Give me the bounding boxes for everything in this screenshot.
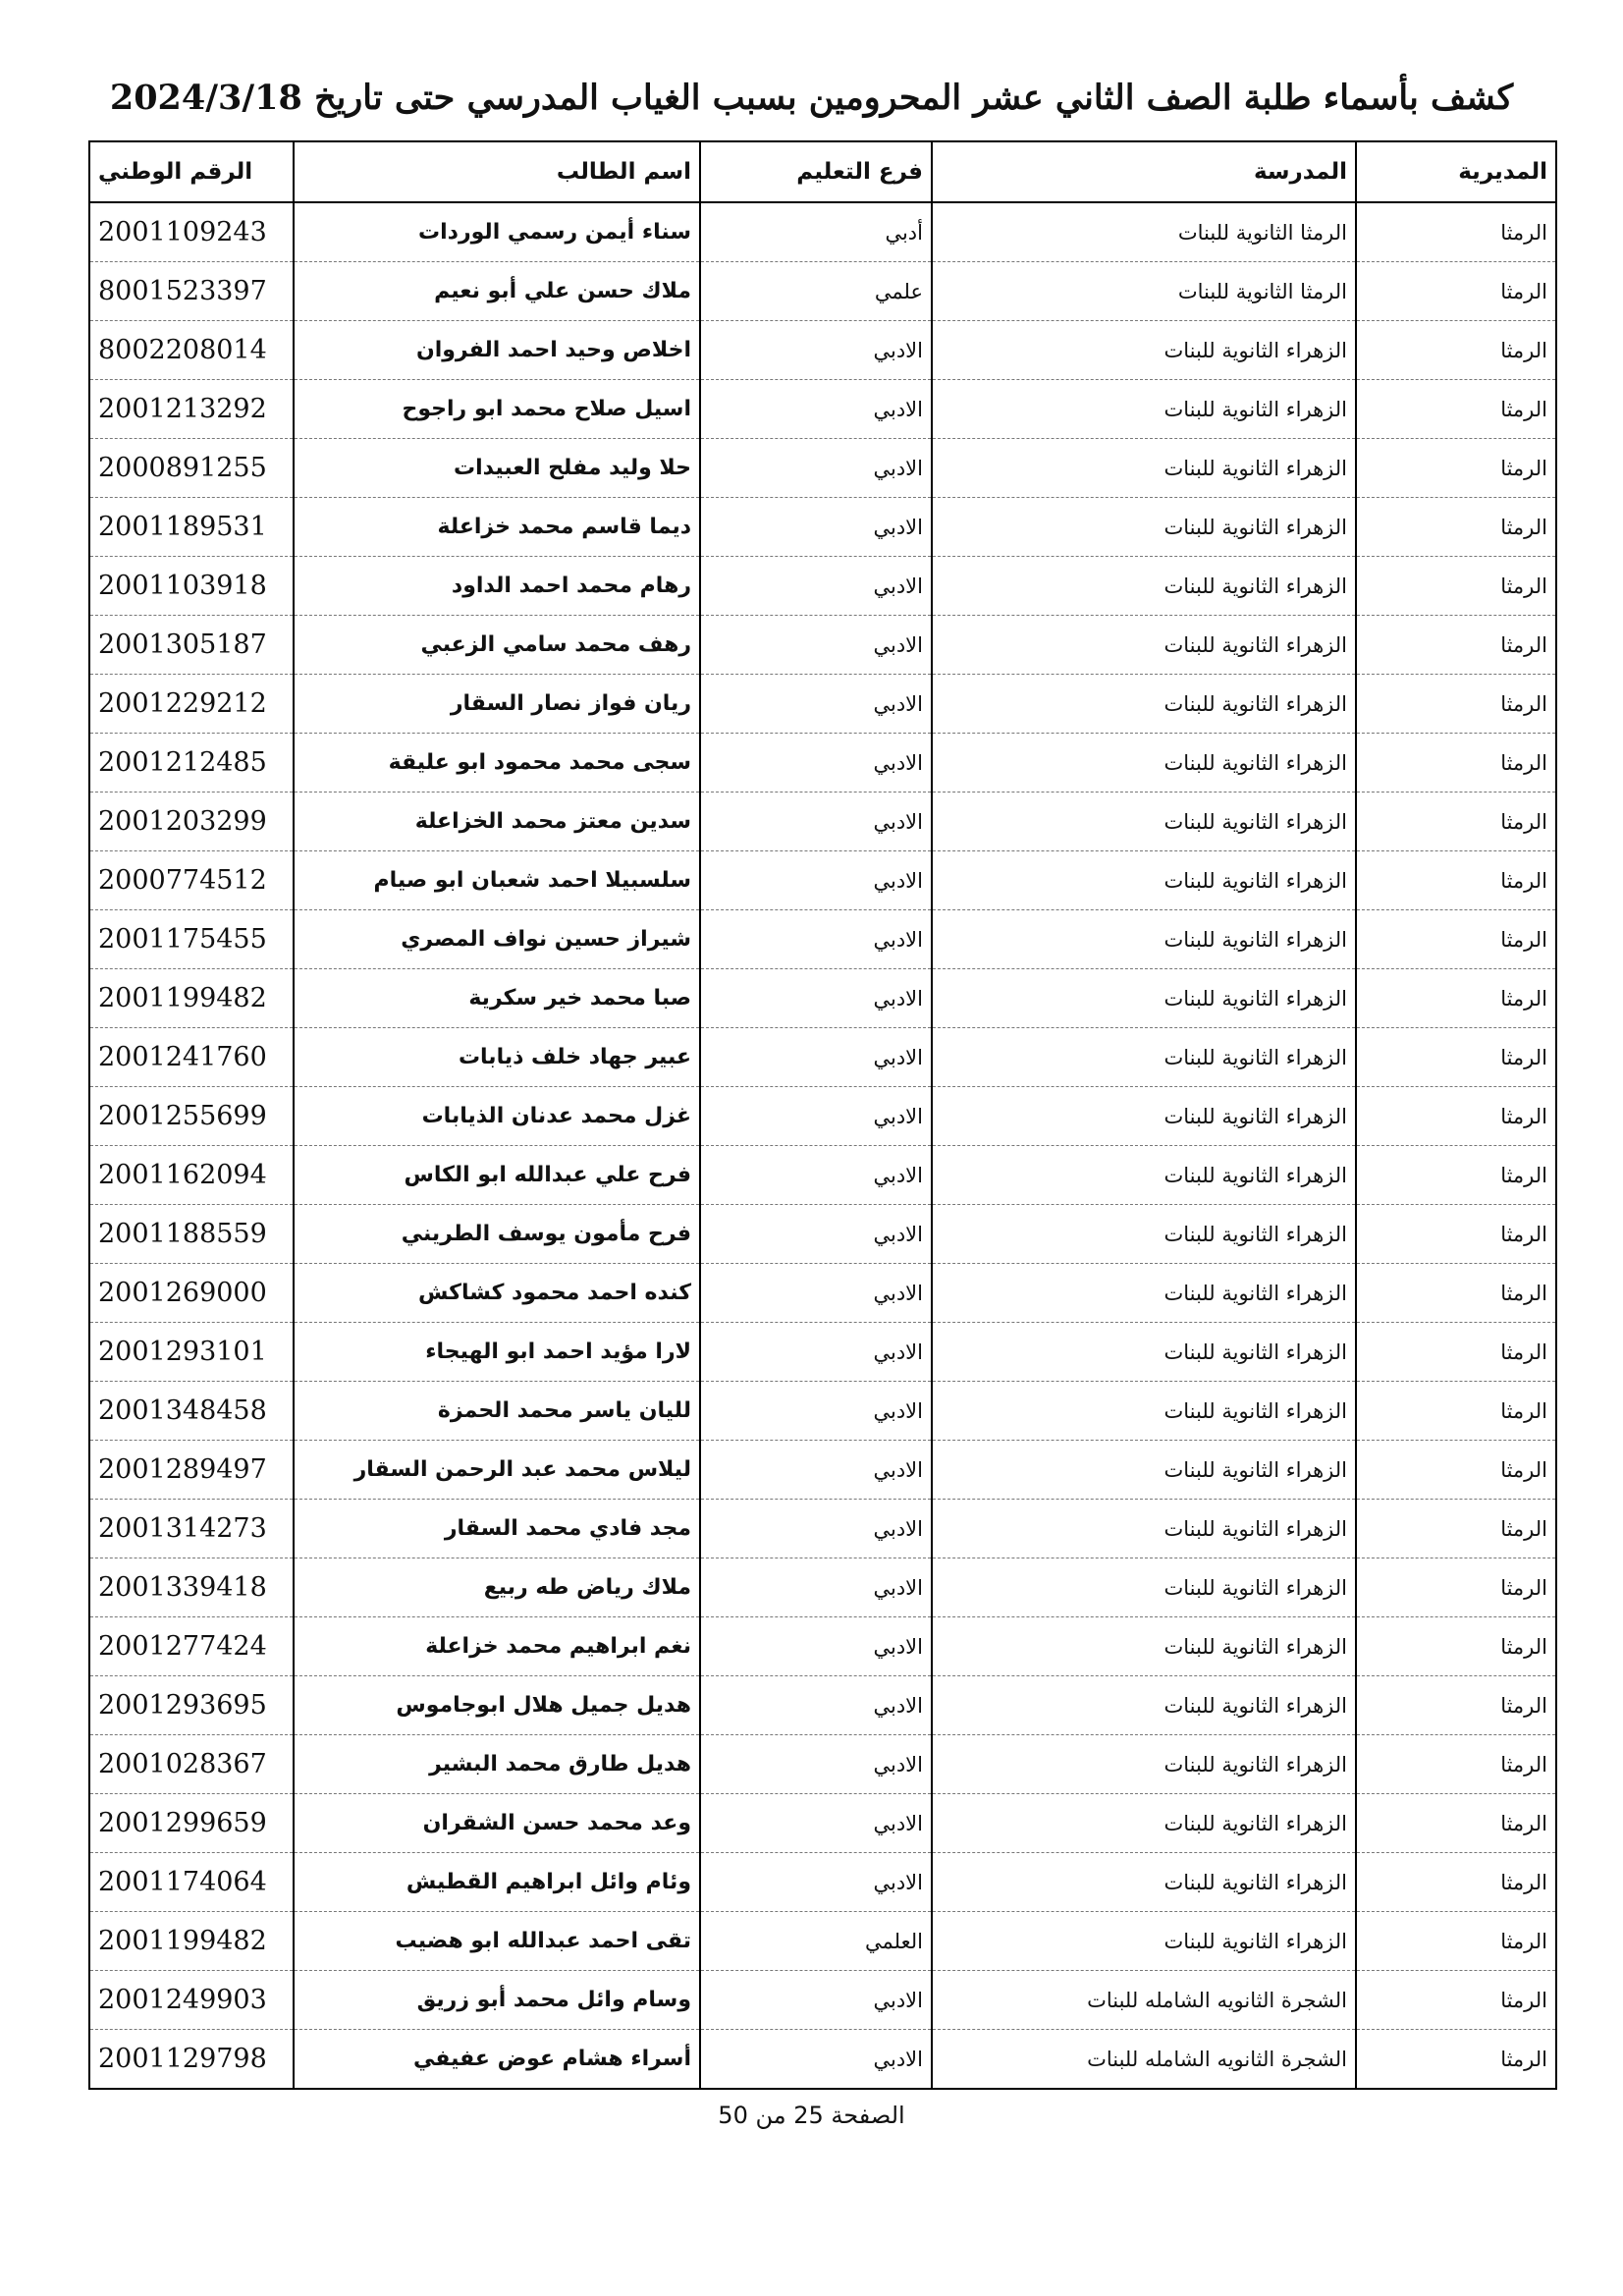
cell-student-name: لليان ياسر محمد الحمزة bbox=[294, 1382, 700, 1441]
cell-school: الزهراء الثانوية للبنات bbox=[932, 675, 1356, 734]
cell-branch: الادبي bbox=[700, 1735, 932, 1794]
cell-national-id: 2001188559 bbox=[89, 1205, 294, 1264]
cell-student-name: غزل محمد عدنان الذيابات bbox=[294, 1087, 700, 1146]
header-branch: فرع التعليم bbox=[700, 141, 932, 202]
cell-student-name: سدين معتز محمد الخزاعلة bbox=[294, 793, 700, 851]
cell-national-id: 2001299659 bbox=[89, 1794, 294, 1853]
table-row bbox=[89, 1028, 1556, 1087]
cell-national-id: 2001305187 bbox=[89, 616, 294, 675]
cell-national-id: 2001103918 bbox=[89, 557, 294, 616]
cell-directorate: الرمثا bbox=[1356, 262, 1556, 321]
table-row bbox=[89, 1912, 1556, 1971]
document-title: كشف بأسماء طلبة الصف الثاني عشر المحرومين بسبب الغياب المدرسي حتى تاريخ 2024/3/18 bbox=[109, 78, 1514, 118]
cell-national-id: 8002208014 bbox=[89, 321, 294, 380]
cell-student-name: صبا محمد خير سكرية bbox=[294, 969, 700, 1028]
cell-branch: الادبي bbox=[700, 1205, 932, 1264]
table-row bbox=[89, 1323, 1556, 1382]
cell-national-id: 2001189531 bbox=[89, 498, 294, 557]
cell-national-id: 2001199482 bbox=[89, 969, 294, 1028]
table-row bbox=[89, 734, 1556, 793]
cell-school: الزهراء الثانوية للبنات bbox=[932, 1735, 1356, 1794]
table-row bbox=[89, 1617, 1556, 1676]
cell-student-name: فرح مأمون يوسف الطريني bbox=[294, 1205, 700, 1264]
cell-school: الشجرة الثانويه الشامله للبنات bbox=[932, 1971, 1356, 2030]
cell-directorate: الرمثا bbox=[1356, 1971, 1556, 2030]
cell-school: الزهراء الثانوية للبنات bbox=[932, 557, 1356, 616]
cell-directorate: الرمثا bbox=[1356, 1500, 1556, 1558]
cell-directorate: الرمثا bbox=[1356, 1853, 1556, 1912]
cell-directorate: الرمثا bbox=[1356, 675, 1556, 734]
cell-student-name: ملاك رياض طه ربيع bbox=[294, 1558, 700, 1617]
cell-branch: الادبي bbox=[700, 557, 932, 616]
cell-school: الزهراء الثانوية للبنات bbox=[932, 439, 1356, 498]
cell-student-name: مجد فادي محمد السقار bbox=[294, 1500, 700, 1558]
cell-directorate: الرمثا bbox=[1356, 734, 1556, 793]
cell-national-id: 2001109243 bbox=[89, 202, 294, 262]
cell-school: الزهراء الثانوية للبنات bbox=[932, 1676, 1356, 1735]
header-national-id: الرقم الوطني bbox=[89, 141, 294, 202]
cell-national-id: 2001241760 bbox=[89, 1028, 294, 1087]
cell-national-id: 2001174064 bbox=[89, 1853, 294, 1912]
table-row bbox=[89, 1205, 1556, 1264]
table-row bbox=[89, 1558, 1556, 1617]
cell-student-name: وعد محمد حسن الشقران bbox=[294, 1794, 700, 1853]
cell-national-id: 2001293101 bbox=[89, 1323, 294, 1382]
cell-directorate: الرمثا bbox=[1356, 2030, 1556, 2090]
cell-student-name: ديما قاسم محمد خزاعلة bbox=[294, 498, 700, 557]
cell-branch: أدبي bbox=[700, 202, 932, 262]
cell-directorate: الرمثا bbox=[1356, 439, 1556, 498]
cell-school: الزهراء الثانوية للبنات bbox=[932, 321, 1356, 380]
cell-directorate: الرمثا bbox=[1356, 380, 1556, 439]
table-body bbox=[89, 202, 1556, 2089]
cell-branch: الادبي bbox=[700, 321, 932, 380]
cell-student-name: حلا وليد مفلح العبيدات bbox=[294, 439, 700, 498]
cell-branch: الادبي bbox=[700, 616, 932, 675]
cell-branch: الادبي bbox=[700, 969, 932, 1028]
table-row bbox=[89, 439, 1556, 498]
cell-directorate: الرمثا bbox=[1356, 321, 1556, 380]
cell-student-name: وسام وائل محمد أبو زريق bbox=[294, 1971, 700, 2030]
cell-branch: الادبي bbox=[700, 793, 932, 851]
cell-directorate: الرمثا bbox=[1356, 1912, 1556, 1971]
cell-directorate: الرمثا bbox=[1356, 498, 1556, 557]
cell-branch: الادبي bbox=[700, 380, 932, 439]
cell-branch: الادبي bbox=[700, 1264, 932, 1323]
cell-branch: الادبي bbox=[700, 1676, 932, 1735]
cell-school: الزهراء الثانوية للبنات bbox=[932, 1617, 1356, 1676]
cell-branch: الادبي bbox=[700, 1500, 932, 1558]
table-row bbox=[89, 616, 1556, 675]
cell-school: الشجرة الثانويه الشامله للبنات bbox=[932, 2030, 1356, 2090]
cell-national-id: 2001212485 bbox=[89, 734, 294, 793]
table-row bbox=[89, 1146, 1556, 1205]
cell-student-name: وئام وائل ابراهيم القطيش bbox=[294, 1853, 700, 1912]
table-row bbox=[89, 1971, 1556, 2030]
students-table bbox=[88, 140, 1557, 2090]
cell-national-id: 2001175455 bbox=[89, 910, 294, 969]
table-row bbox=[89, 1735, 1556, 1794]
cell-branch: الادبي bbox=[700, 1382, 932, 1441]
cell-branch: الادبي bbox=[700, 2030, 932, 2090]
cell-directorate: الرمثا bbox=[1356, 910, 1556, 969]
cell-student-name: فرح علي عبدالله ابو الكاس bbox=[294, 1146, 700, 1205]
cell-directorate: الرمثا bbox=[1356, 1617, 1556, 1676]
cell-national-id: 2000774512 bbox=[89, 851, 294, 910]
cell-directorate: الرمثا bbox=[1356, 793, 1556, 851]
cell-school: الزهراء الثانوية للبنات bbox=[932, 1500, 1356, 1558]
cell-school: الزهراء الثانوية للبنات bbox=[932, 851, 1356, 910]
table-row bbox=[89, 1794, 1556, 1853]
cell-student-name: عبير جهاد خلف ذيابات bbox=[294, 1028, 700, 1087]
cell-school: الزهراء الثانوية للبنات bbox=[932, 793, 1356, 851]
cell-student-name: نغم ابراهيم محمد خزاعلة bbox=[294, 1617, 700, 1676]
cell-national-id: 2001314273 bbox=[89, 1500, 294, 1558]
cell-student-name: هديل طارق محمد البشير bbox=[294, 1735, 700, 1794]
cell-directorate: الرمثا bbox=[1356, 969, 1556, 1028]
table-row bbox=[89, 2030, 1556, 2090]
table-row bbox=[89, 910, 1556, 969]
cell-branch: الادبي bbox=[700, 498, 932, 557]
cell-branch: الادبي bbox=[700, 1146, 932, 1205]
cell-school: الزهراء الثانوية للبنات bbox=[932, 1028, 1356, 1087]
table-row bbox=[89, 380, 1556, 439]
cell-national-id: 2001028367 bbox=[89, 1735, 294, 1794]
cell-branch: الادبي bbox=[700, 1441, 932, 1500]
cell-school: الزهراء الثانوية للبنات bbox=[932, 1146, 1356, 1205]
cell-directorate: الرمثا bbox=[1356, 851, 1556, 910]
cell-student-name: رهف محمد سامي الزعبي bbox=[294, 616, 700, 675]
cell-directorate: الرمثا bbox=[1356, 1676, 1556, 1735]
cell-national-id: 2001255699 bbox=[89, 1087, 294, 1146]
table-row bbox=[89, 1853, 1556, 1912]
table-row bbox=[89, 202, 1556, 262]
table-row bbox=[89, 262, 1556, 321]
table-header-row bbox=[89, 141, 1556, 202]
header-school: المدرسة bbox=[932, 141, 1356, 202]
cell-school: الزهراء الثانوية للبنات bbox=[932, 1853, 1356, 1912]
cell-school: الرمثا الثانوية للبنات bbox=[932, 202, 1356, 262]
cell-directorate: الرمثا bbox=[1356, 1264, 1556, 1323]
cell-branch: الادبي bbox=[700, 439, 932, 498]
table-row bbox=[89, 675, 1556, 734]
cell-branch: العلمي bbox=[700, 1912, 932, 1971]
cell-national-id: 2000891255 bbox=[89, 439, 294, 498]
page-number: الصفحة 25 من 50 bbox=[718, 2102, 905, 2129]
cell-student-name: رهام محمد احمد الداود bbox=[294, 557, 700, 616]
cell-school: الزهراء الثانوية للبنات bbox=[932, 1794, 1356, 1853]
cell-school: الزهراء الثانوية للبنات bbox=[932, 1382, 1356, 1441]
cell-branch: الادبي bbox=[700, 1558, 932, 1617]
cell-branch: علمي bbox=[700, 262, 932, 321]
cell-national-id: 2001339418 bbox=[89, 1558, 294, 1617]
cell-school: الزهراء الثانوية للبنات bbox=[932, 616, 1356, 675]
table-row bbox=[89, 1676, 1556, 1735]
cell-branch: الادبي bbox=[700, 851, 932, 910]
table-row bbox=[89, 1500, 1556, 1558]
cell-branch: الادبي bbox=[700, 675, 932, 734]
cell-student-name: ملاك حسن علي أبو نعيم bbox=[294, 262, 700, 321]
cell-school: الزهراء الثانوية للبنات bbox=[932, 1558, 1356, 1617]
table-row bbox=[89, 793, 1556, 851]
cell-national-id: 2001293695 bbox=[89, 1676, 294, 1735]
cell-directorate: الرمثا bbox=[1356, 1441, 1556, 1500]
cell-student-name: كنده احمد محمود كشاكش bbox=[294, 1264, 700, 1323]
cell-school: الزهراء الثانوية للبنات bbox=[932, 1323, 1356, 1382]
cell-student-name: اسيل صلاح محمد ابو راجوح bbox=[294, 380, 700, 439]
cell-directorate: الرمثا bbox=[1356, 557, 1556, 616]
cell-branch: الادبي bbox=[700, 1028, 932, 1087]
cell-national-id: 2001229212 bbox=[89, 675, 294, 734]
cell-national-id: 8001523397 bbox=[89, 262, 294, 321]
header-student-name: اسم الطالب bbox=[294, 141, 700, 202]
cell-directorate: الرمثا bbox=[1356, 1205, 1556, 1264]
cell-school: الزهراء الثانوية للبنات bbox=[932, 1087, 1356, 1146]
cell-directorate: الرمثا bbox=[1356, 1028, 1556, 1087]
cell-school: الزهراء الثانوية للبنات bbox=[932, 380, 1356, 439]
table-row bbox=[89, 1087, 1556, 1146]
cell-student-name: هديل جميل هلال ابوجاموس bbox=[294, 1676, 700, 1735]
cell-branch: الادبي bbox=[700, 1794, 932, 1853]
cell-school: الزهراء الثانوية للبنات bbox=[932, 1912, 1356, 1971]
cell-branch: الادبي bbox=[700, 1617, 932, 1676]
cell-directorate: الرمثا bbox=[1356, 1794, 1556, 1853]
table-row bbox=[89, 969, 1556, 1028]
cell-school: الزهراء الثانوية للبنات bbox=[932, 910, 1356, 969]
cell-directorate: الرمثا bbox=[1356, 202, 1556, 262]
cell-school: الزهراء الثانوية للبنات bbox=[932, 1205, 1356, 1264]
cell-student-name: اخلاص وحيد احمد الفروان bbox=[294, 321, 700, 380]
cell-student-name: شيراز حسين نواف المصري bbox=[294, 910, 700, 969]
cell-branch: الادبي bbox=[700, 1971, 932, 2030]
cell-national-id: 2001249903 bbox=[89, 1971, 294, 2030]
cell-national-id: 2001129798 bbox=[89, 2030, 294, 2090]
cell-national-id: 2001348458 bbox=[89, 1382, 294, 1441]
table-row bbox=[89, 1264, 1556, 1323]
cell-school: الزهراء الثانوية للبنات bbox=[932, 969, 1356, 1028]
cell-student-name: ريان فواز نصار السقار bbox=[294, 675, 700, 734]
cell-national-id: 2001289497 bbox=[89, 1441, 294, 1500]
cell-student-name: سجى محمد محمود ابو عليقة bbox=[294, 734, 700, 793]
cell-school: الزهراء الثانوية للبنات bbox=[932, 1264, 1356, 1323]
table-row bbox=[89, 851, 1556, 910]
cell-directorate: الرمثا bbox=[1356, 1382, 1556, 1441]
cell-student-name: سلسبيلا احمد شعبان ابو صيام bbox=[294, 851, 700, 910]
cell-national-id: 2001213292 bbox=[89, 380, 294, 439]
table-row bbox=[89, 1441, 1556, 1500]
cell-school: الزهراء الثانوية للبنات bbox=[932, 734, 1356, 793]
cell-directorate: الرمثا bbox=[1356, 616, 1556, 675]
table-row bbox=[89, 557, 1556, 616]
cell-directorate: الرمثا bbox=[1356, 1323, 1556, 1382]
cell-school: الزهراء الثانوية للبنات bbox=[932, 498, 1356, 557]
cell-directorate: الرمثا bbox=[1356, 1087, 1556, 1146]
cell-branch: الادبي bbox=[700, 1323, 932, 1382]
cell-directorate: الرمثا bbox=[1356, 1146, 1556, 1205]
cell-branch: الادبي bbox=[700, 1087, 932, 1146]
cell-student-name: أسراء هشام عوض عفيفي bbox=[294, 2030, 700, 2090]
cell-national-id: 2001199482 bbox=[89, 1912, 294, 1971]
cell-school: الرمثا الثانوية للبنات bbox=[932, 262, 1356, 321]
cell-school: الزهراء الثانوية للبنات bbox=[932, 1441, 1356, 1500]
table-row bbox=[89, 498, 1556, 557]
cell-student-name: تقى احمد عبدالله ابو هضيب bbox=[294, 1912, 700, 1971]
cell-branch: الادبي bbox=[700, 910, 932, 969]
cell-branch: الادبي bbox=[700, 1853, 932, 1912]
cell-national-id: 2001277424 bbox=[89, 1617, 294, 1676]
cell-student-name: ليلاس محمد عبد الرحمن السقار bbox=[294, 1441, 700, 1500]
cell-national-id: 2001203299 bbox=[89, 793, 294, 851]
cell-student-name: سناء أيمن رسمي الوردات bbox=[294, 202, 700, 262]
cell-national-id: 2001269000 bbox=[89, 1264, 294, 1323]
cell-student-name: لارا مؤيد احمد ابو الهيجاء bbox=[294, 1323, 700, 1382]
table-row bbox=[89, 321, 1556, 380]
cell-directorate: الرمثا bbox=[1356, 1735, 1556, 1794]
table-row bbox=[89, 1382, 1556, 1441]
header-directorate: المديرية bbox=[1356, 141, 1556, 202]
cell-directorate: الرمثا bbox=[1356, 1558, 1556, 1617]
cell-national-id: 2001162094 bbox=[89, 1146, 294, 1205]
cell-branch: الادبي bbox=[700, 734, 932, 793]
